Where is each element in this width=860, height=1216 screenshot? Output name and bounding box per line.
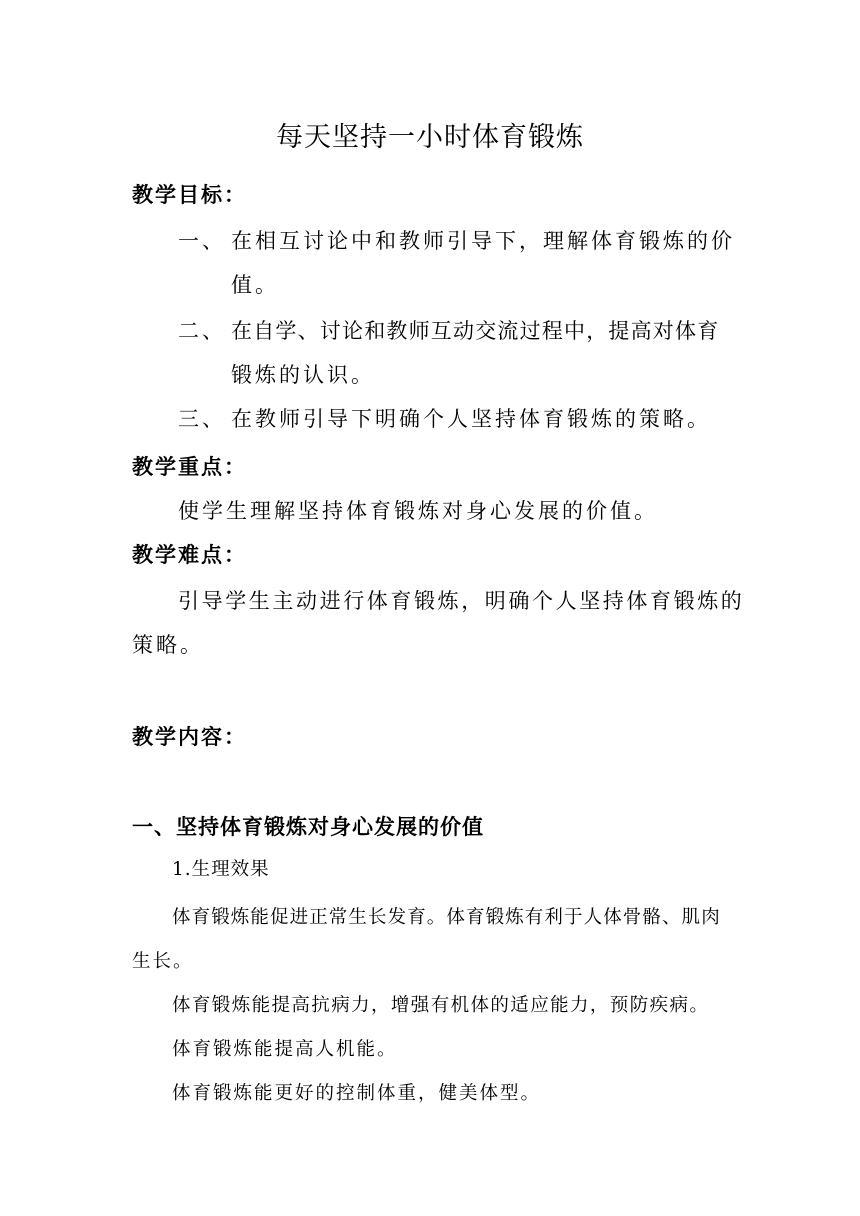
section-1-subheading: 1.生理效果 (172, 859, 270, 880)
paragraph-2: 体育锻炼能提高抗病力，增强有机体的适应能力，预防疾病。 (172, 995, 710, 1016)
document-title: 每天坚持一小时体育锻炼 (276, 122, 584, 153)
difficult-point-line1: 引导学生主动进行体育锻炼，明确个人坚持体育锻炼的 (178, 589, 745, 613)
objective-1-number: 一、 (178, 229, 226, 253)
objective-2-line2: 锻炼的认识。 (231, 363, 375, 387)
difficult-point-line2: 策略。 (132, 633, 204, 657)
key-point-text: 使学生理解坚持体育锻炼对身心发展的价值。 (178, 499, 658, 523)
key-point-heading: 教学重点： (132, 454, 247, 479)
paragraph-4: 体育锻炼能更好的控制体重，健美体型。 (172, 1083, 542, 1104)
objectives-heading: 教学目标： (132, 182, 247, 207)
objective-1-line1: 在相互讨论中和教师引导下，理解体育锻炼的价 (231, 229, 735, 253)
objective-2-number: 二、 (178, 319, 226, 343)
paragraph-1-line2: 生长。 (132, 951, 194, 972)
paragraph-3: 体育锻炼能提高人机能。 (172, 1039, 398, 1060)
objective-3-line1: 在教师引导下明确个人坚持体育锻炼的策略。 (231, 407, 711, 431)
objective-1-line2: 值。 (231, 273, 279, 297)
content-heading: 教学内容： (132, 724, 247, 749)
objective-2-line1: 在自学、讨论和教师互动交流过程中，提高对体育 (231, 319, 720, 343)
section-1-heading: 一、坚持体育锻炼对身心发展的价值 (132, 814, 484, 839)
paragraph-1-line1: 体育锻炼能促进正常生长发育。体育锻炼有利于人体骨骼、肌肉 (172, 907, 721, 928)
objective-3-number: 三、 (178, 407, 226, 431)
difficult-point-heading: 教学难点： (132, 542, 247, 567)
